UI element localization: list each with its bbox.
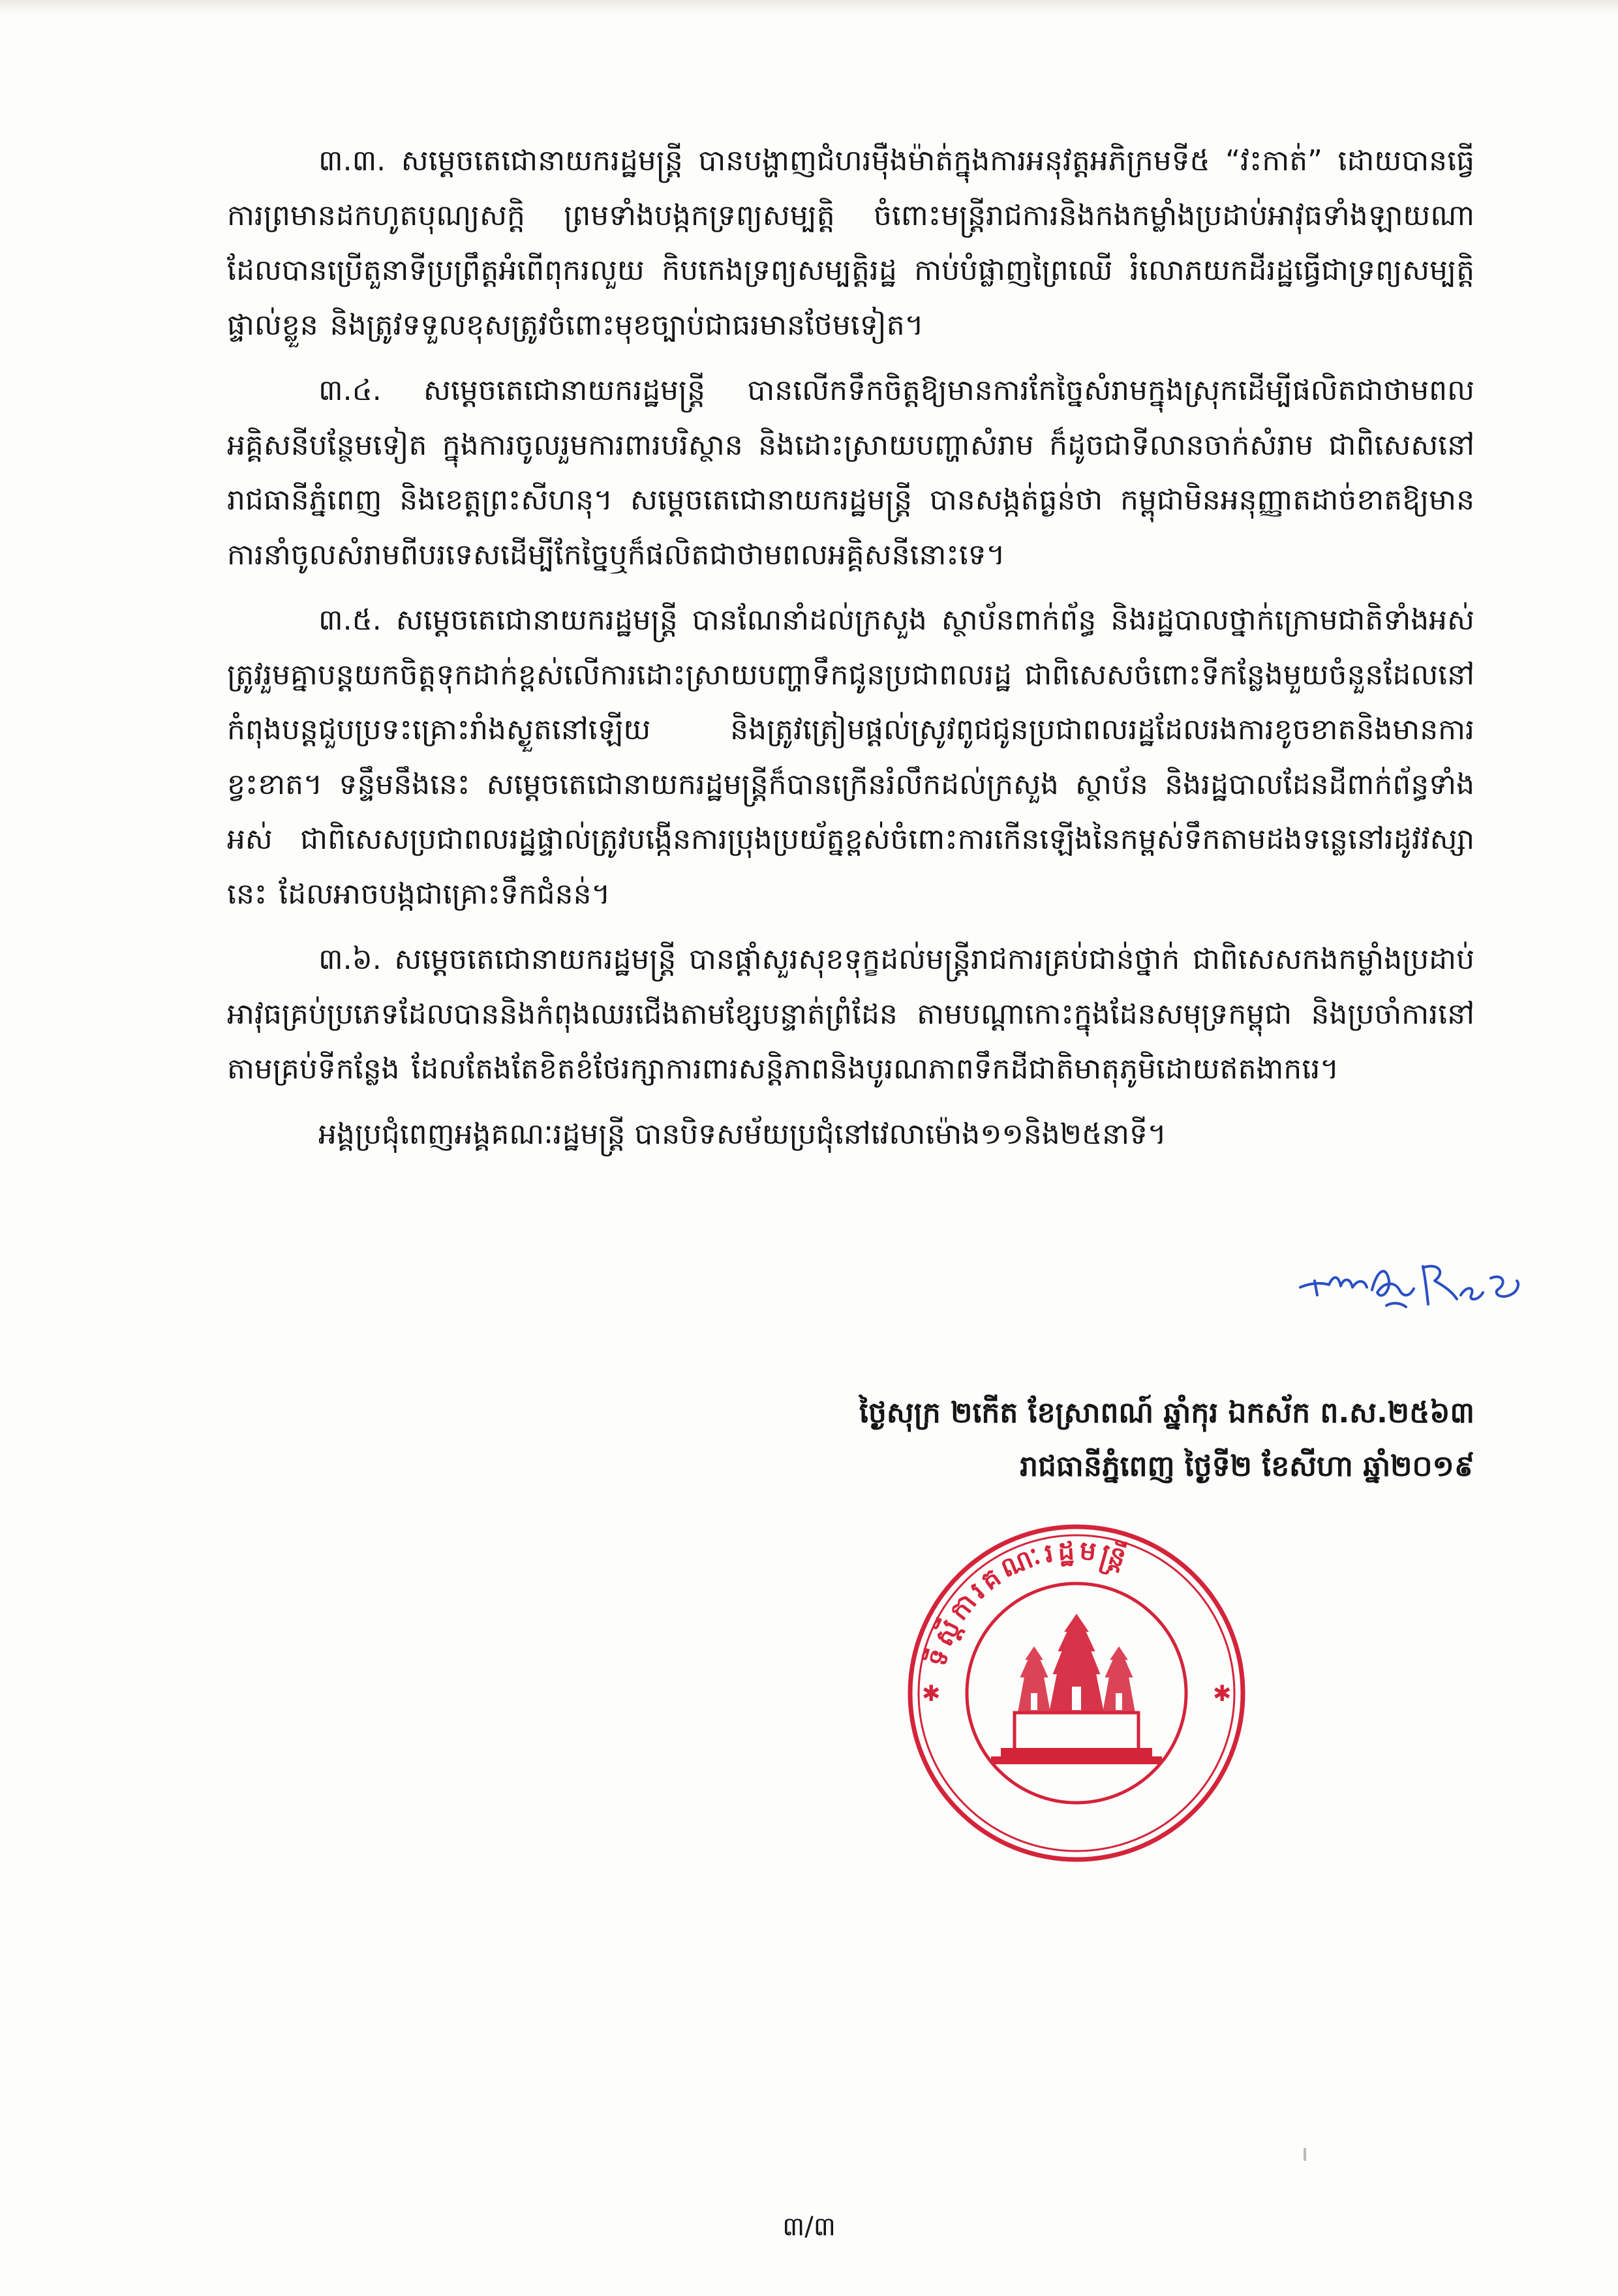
temple-emblem-icon (992, 1615, 1161, 1764)
page-number: ៣/៣ (782, 2212, 836, 2242)
paragraph-3-4: ៣.៤. សម្ដេចតេជោនាយករដ្ឋមន្ត្រី បានលើកទឹកចិត្តឱ្យមានការកែច្នៃសំរាមក្នុងស្រុកដើម្បីផលិតជាថាមពលអគ្គិសនីបន្ថែមទៀត ក្នុងការចូលរួមការពារបរិស្ថាន និងដោះស្រាយបញ្ហាសំរាម ក៏ដូចជាទីលានចាក់សំរាម ជាពិសេសនៅរាជធានីភ្នំពេញ និងខេត្តព្រះសីហនុ។ សម្ដេចតេជោនាយករដ្ឋមន្ត្រី បានសង្កត់ធ្ងន់ថា កម្ពុជាមិនអនុញ្ញាតដាច់ខាតឱ្យមានការនាំចូលសំរាមពីបរទេសដើម្បីកែច្នៃឬក៏ផលិតជាថាមពលអគ្គិសនីនោះទេ។ (227, 374, 1474, 572)
paragraph-3-3: ៣.៣. សម្ដេចតេជោនាយករដ្ឋមន្ត្រី បានបង្ហាញជំហរម៉ឺងម៉ាត់ក្នុងការអនុវត្តអភិក្រមទី៥ “វះកាត់” ដោយបានធ្វើការព្រមានដកហូតបុណ្យសក្តិ ព្រមទាំងបង្កកទ្រព្យសម្បត្តិ ចំពោះមន្ត្រីរាជការនិងកងកម្លាំងប្រដាប់អាវុធទាំងឡាយណាដែលបានប្រើតួនាទីប្រព្រឹត្តអំពើពុករលួយ កិបកេងទ្រព្យសម្បត្តិរដ្ឋ កាប់បំផ្លាញព្រៃឈើ រំលោភយកដីរដ្ឋធ្វើជាទ្រព្យសម្បត្តិផ្ទាល់ខ្លួន និងត្រូវទទួលខុសត្រូវចំពោះមុខច្បាប់ជាធរមានថែមទៀត។ (227, 144, 1474, 342)
svg-text:ទីស្ដីការគណៈរដ្ឋមន្ត្រី (920, 1535, 1133, 1670)
lunar-date-line: ថ្ងៃសុក្រ ២កើត ខែស្រាពណ៍ ឆ្នាំកុរ ឯកស័ក ព.ស.២៥៦៣ (859, 1396, 1474, 1430)
document-body (227, 134, 1474, 1162)
paragraph-3-5: ៣.៥. សម្ដេចតេជោនាយករដ្ឋមន្ត្រី បានណែនាំដល់ក្រសួង ស្ថាប័នពាក់ព័ន្ធ និងរដ្ឋបាលថ្នាក់ក្រោមជាតិទាំងអស់ ត្រូវរួមគ្នាបន្តយកចិត្តទុកដាក់ខ្ពស់លើការដោះស្រាយបញ្ហាទឹកជូនប្រជាពលរដ្ឋ ជាពិសេសចំពោះទីកន្លែងមួយចំនួនដែលនៅកំពុងបន្តជួបប្រទះគ្រោះរាំងស្ងួតនៅឡើយ និងត្រូវត្រៀមផ្តល់ស្រូវពូជជូនប្រជាពលរដ្ឋដែលរងការខូចខាតនិងមានការខ្វះខាត។ ទន្ទឹមនឹងនេះ សម្ដេចតេជោនាយករដ្ឋមន្ត្រីក៏បានក្រើនរំលឹកដល់ក្រសួង ស្ថាប័ន និងរដ្ឋបាលដែនដីពាក់ព័ន្ធទាំងអស់ ជាពិសេសប្រជាពលរដ្ឋផ្ទាល់ត្រូវបង្កើនការប្រុងប្រយ័ត្នខ្ពស់ចំពោះការកើនឡើងនៃកម្ពស់ទឹកតាមដងទន្លេនៅរដូវវស្សានេះ ដែលអាចបង្កជាគ្រោះទឹកជំនន់។ (227, 604, 1474, 911)
closing-statement: អង្គប្រជុំពេញអង្គគណៈរដ្ឋមន្ត្រី បានបិទសម័យប្រជុំនៅវេលាម៉ោង១១និង២៥នាទី។ (318, 1118, 1167, 1151)
solar-date-line: រាជធានីភ្នំពេញ ថ្ងៃទី២ ខែសីហា ឆ្នាំ២០១៩ (1020, 1450, 1474, 1483)
svg-text:✱: ✱ (922, 1681, 941, 1707)
scan-speck (1304, 2148, 1306, 2161)
handwritten-initials-signature (1295, 1249, 1523, 1321)
scan-top-edge (0, 0, 1618, 14)
date-block (692, 1386, 1474, 1493)
official-red-seal (904, 1517, 1249, 1869)
paragraph-3-6: ៣.៦. សម្ដេចតេជោនាយករដ្ឋមន្ត្រី បានផ្ដាំសួរសុខទុក្ខដល់មន្ត្រីរាជការគ្រប់ជាន់ថ្នាក់ ជាពិសេសកងកម្លាំងប្រដាប់អាវុធគ្រប់ប្រភេទដែលបាននិងកំពុងឈរជើងតាមខ្សែបន្ទាត់ព្រំដែន តាមបណ្ដាកោះក្នុងដែនសមុទ្រកម្ពុជា និងប្រចាំការនៅតាមគ្រប់ទីកន្លែង ដែលតែងតែខិតខំថែរក្សាការពារសន្តិភាពនិងបូរណភាពទឹកដីជាតិមាតុភូមិដោយឥតងាករេ។ (227, 943, 1474, 1086)
svg-text:✱: ✱ (1213, 1681, 1232, 1707)
seal-text: ទីស្ដីការគណៈរដ្ឋមន្ត្រី (922, 1535, 1133, 1670)
